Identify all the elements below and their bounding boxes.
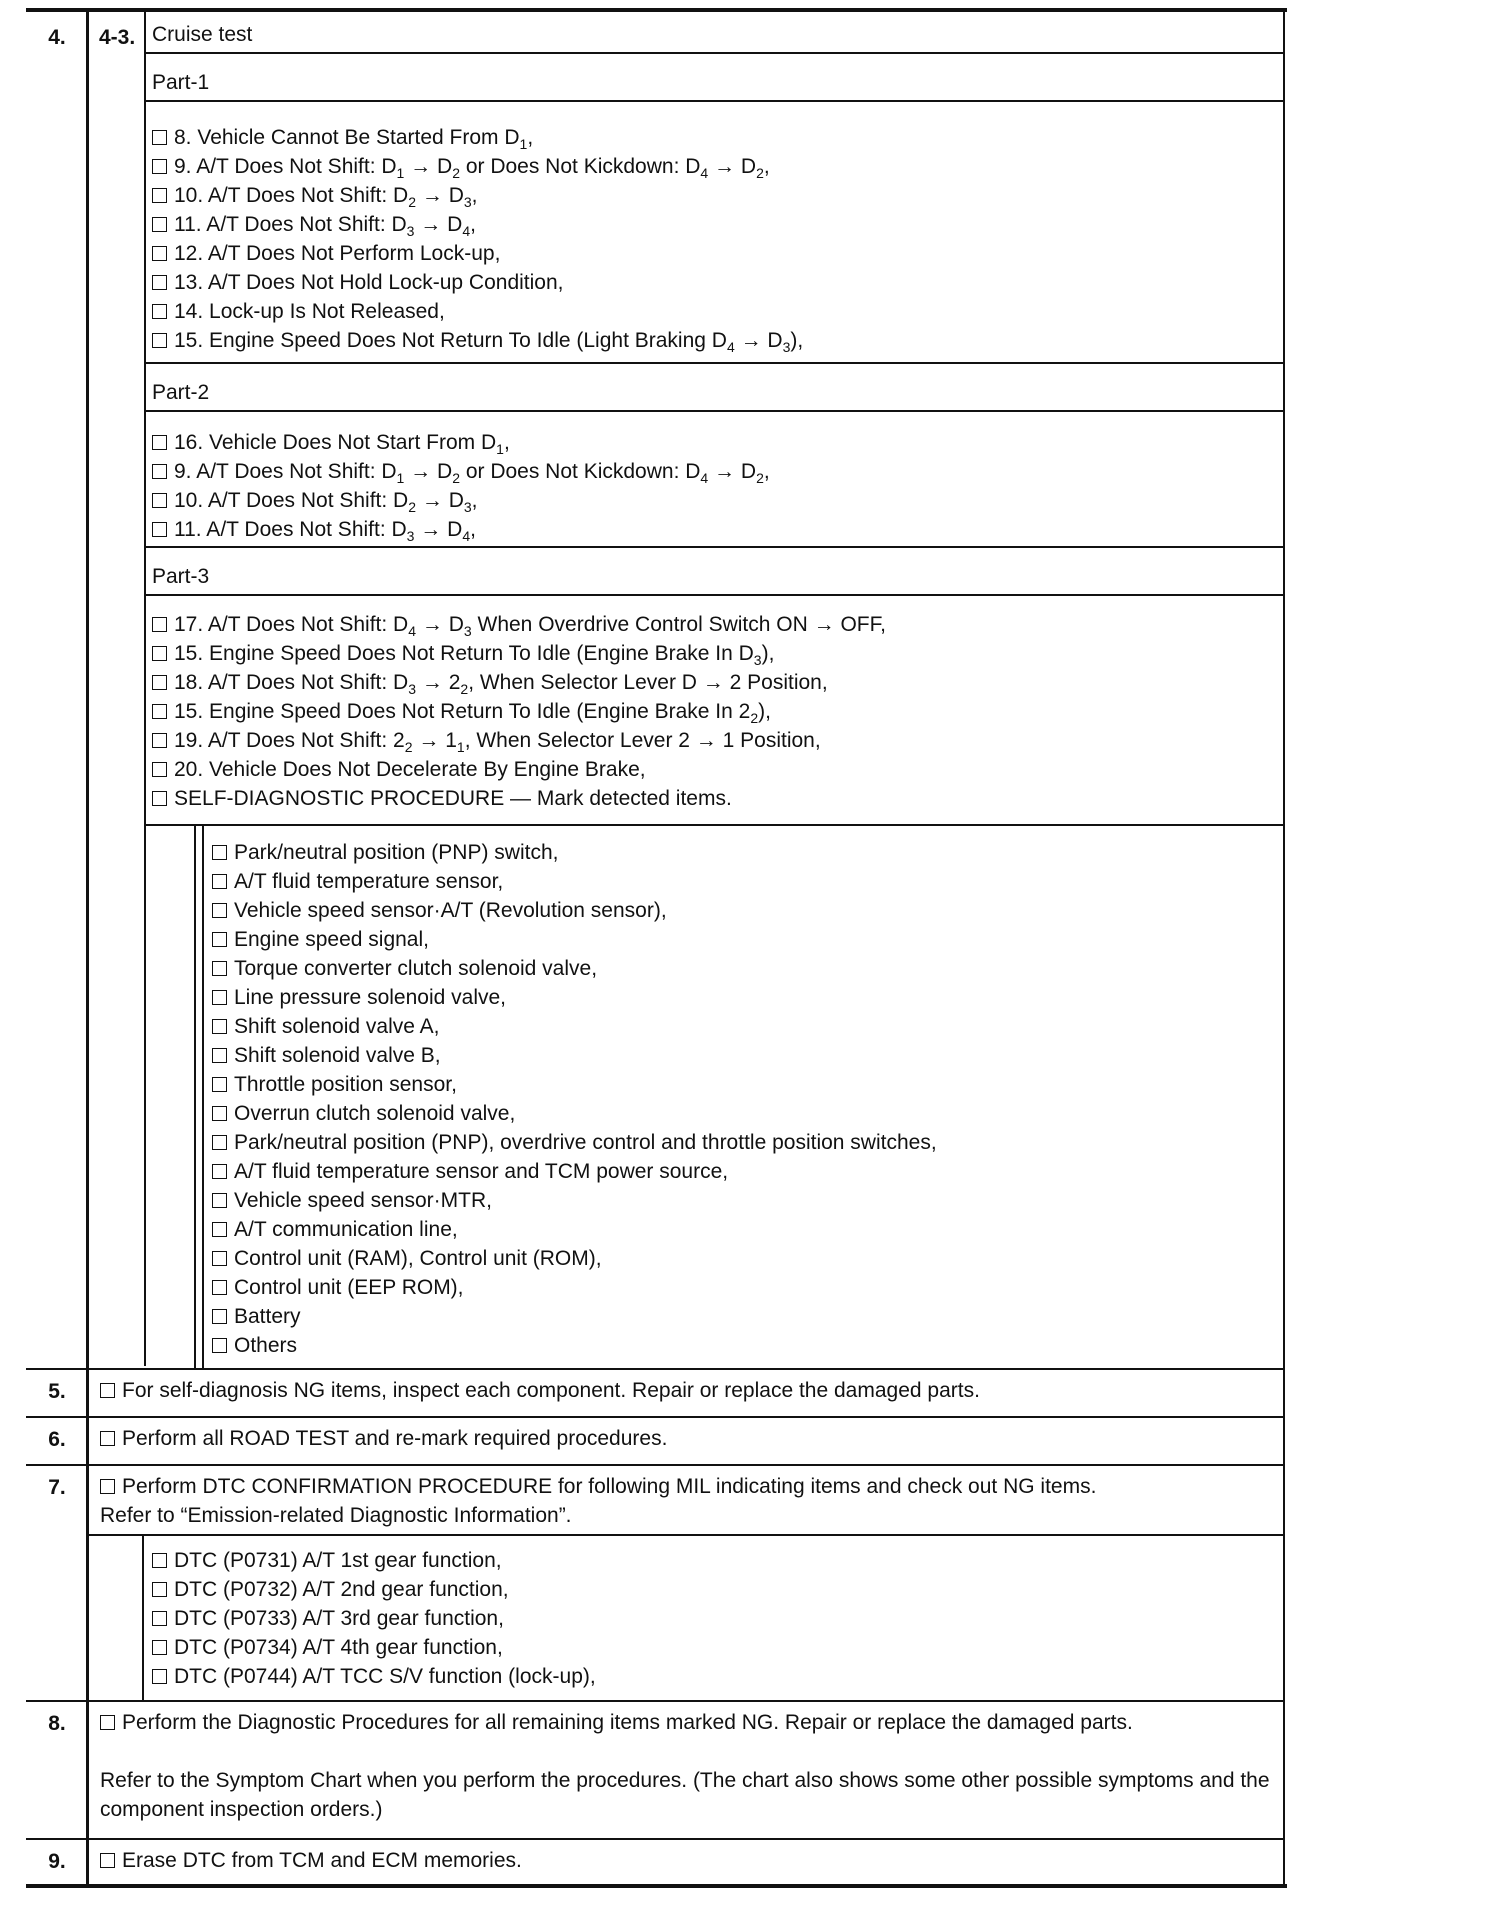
row-text-line2: Refer to “Emission-related Diagnostic Information”. <box>100 1504 572 1527</box>
checklist-item-text: A/T fluid temperature sensor, <box>234 870 504 893</box>
checklist-item-text: 15. Engine Speed Does Not Return To Idle (Engine Brake In $D_3$), <box>174 642 775 669</box>
row-number: 6. <box>48 1428 66 1451</box>
rule <box>144 410 1285 412</box>
checkbox[interactable] <box>152 464 167 479</box>
checkbox[interactable] <box>212 1222 227 1237</box>
sub-column-divider <box>144 52 146 1366</box>
checkbox[interactable] <box>212 961 227 976</box>
dtc-checklist <box>152 1546 596 1691</box>
row-text <box>100 1846 522 1875</box>
checklist-item-text: Others <box>234 1334 298 1357</box>
checkbox[interactable] <box>212 903 227 918</box>
checklist-item-text: DTC (P0744) A/T TCC S/V function (lock-up), <box>174 1665 596 1688</box>
checkbox[interactable] <box>212 1193 227 1208</box>
checkbox[interactable] <box>152 246 167 261</box>
rule <box>26 1838 1285 1840</box>
checkbox[interactable] <box>152 217 167 232</box>
self-diag-item <box>212 1012 937 1041</box>
symptom-item <box>152 152 803 181</box>
checkbox[interactable] <box>152 1553 167 1568</box>
checklist-item-text: Battery <box>234 1305 301 1328</box>
checkbox[interactable] <box>212 1135 227 1150</box>
symptom-item <box>152 515 770 544</box>
checklist-item-text: 19. A/T Does Not Shift: $2_2 \to 1_1$, When Selector Lever 2 → 1 Position, <box>174 729 821 756</box>
checkbox[interactable] <box>152 435 167 450</box>
symptom-item <box>152 181 803 210</box>
checklist-item-text: Engine speed signal, <box>234 928 429 951</box>
self-diag-item <box>212 1157 937 1186</box>
row-number: 4. <box>48 26 66 49</box>
checkbox[interactable] <box>152 675 167 690</box>
checklist-item-text: DTC (P0731) A/T 1st gear function, <box>174 1549 502 1572</box>
rule <box>26 1416 1285 1418</box>
symptom-item <box>152 297 803 326</box>
checkbox[interactable] <box>152 1611 167 1626</box>
self-diag-inner-divider <box>202 824 204 1368</box>
checklist-item-text: 10. A/T Does Not Shift: $D_2 \to D_3$, <box>174 489 478 516</box>
checkbox[interactable] <box>212 1338 227 1353</box>
checklist-item-text: 20. Vehicle Does Not Decelerate By Engine Brake, <box>174 758 646 781</box>
checklist-item-text: 14. Lock-up Is Not Released, <box>174 300 445 323</box>
checklist-item-text: DTC (P0733) A/T 3rd gear function, <box>174 1607 504 1630</box>
checkbox[interactable] <box>212 1019 227 1034</box>
row-text <box>100 1708 1270 1737</box>
dtc-item <box>152 1575 596 1604</box>
checkbox[interactable] <box>100 1715 115 1730</box>
checklist-item-text: Torque converter clutch solenoid valve, <box>234 957 598 980</box>
checkbox[interactable] <box>100 1853 115 1868</box>
self-diag-item <box>212 1099 937 1128</box>
sub-step-number: 4-3. <box>99 26 136 49</box>
sub-label-divider <box>144 12 146 52</box>
row-text-value: Perform the Diagnostic Procedures for all remaining items marked NG. Repair or replace the damaged parts. <box>122 1711 1133 1734</box>
symptom-item <box>152 428 770 457</box>
part-label: Part-2 <box>152 381 210 404</box>
part2-checklist <box>152 428 770 544</box>
symptom-item <box>152 668 886 697</box>
checkbox[interactable] <box>152 188 167 203</box>
self-diag-item <box>212 1041 937 1070</box>
checkbox[interactable] <box>212 1048 227 1063</box>
symptom-item <box>152 697 886 726</box>
checkbox[interactable] <box>152 493 167 508</box>
checkbox[interactable] <box>212 1077 227 1092</box>
checklist-item-text: 8. Vehicle Cannot Be Started From $D_1$, <box>174 126 534 153</box>
dtc-item <box>152 1662 596 1691</box>
rule <box>144 362 1285 364</box>
rule <box>144 100 1285 102</box>
checkbox[interactable] <box>212 1251 227 1266</box>
number-column-divider <box>86 12 89 1886</box>
checklist-item-text: 11. A/T Does Not Shift: $D_3 \to D_4$, <box>174 213 476 240</box>
row-text-value: Perform DTC CONFIRMATION PROCEDURE for following MIL indicating items and check out NG items. <box>122 1475 1097 1498</box>
self-diag-item <box>212 1244 937 1273</box>
row-text <box>100 1472 1096 1501</box>
checklist-item-text: Line pressure solenoid valve, <box>234 986 506 1009</box>
checkbox[interactable] <box>100 1479 115 1494</box>
checkbox[interactable] <box>152 159 167 174</box>
checklist-item-text: A/T fluid temperature sensor and TCM power source, <box>234 1160 729 1183</box>
part1-checklist <box>152 123 803 355</box>
procedure-table <box>26 8 1287 1888</box>
checkbox[interactable] <box>152 617 167 632</box>
rule <box>26 1368 1285 1370</box>
symptom-item <box>152 486 770 515</box>
self-diag-item <box>212 1331 937 1360</box>
checklist-item-text: Shift solenoid valve A, <box>234 1015 440 1038</box>
symptom-item <box>152 726 886 755</box>
symptom-item <box>152 326 803 355</box>
self-diag-item <box>212 896 937 925</box>
symptom-item <box>152 639 886 668</box>
checkbox[interactable] <box>152 304 167 319</box>
checklist-item-text: 15. Engine Speed Does Not Return To Idle (Engine Brake In $2_2$), <box>174 700 771 727</box>
dtc-item <box>152 1546 596 1575</box>
row-number: 7. <box>48 1476 66 1499</box>
checkbox[interactable] <box>212 1280 227 1295</box>
row-number: 9. <box>48 1850 66 1873</box>
self-diag-item <box>212 925 937 954</box>
checklist-item-text: DTC (P0734) A/T 4th gear function, <box>174 1636 503 1659</box>
checkbox[interactable] <box>212 845 227 860</box>
checklist-item-text: 9. A/T Does Not Shift: $D_1 \to D_2$ or Does Not Kickdown: $D_4 \to D_2$, <box>174 155 770 182</box>
checklist-item-text: 16. Vehicle Does Not Start From $D_1$, <box>174 431 510 458</box>
right-border <box>1283 12 1285 1886</box>
self-diag-item <box>212 983 937 1012</box>
dtc-item <box>152 1633 596 1662</box>
checklist-item-text: 13. A/T Does Not Hold Lock-up Condition, <box>174 271 564 294</box>
row-text <box>100 1376 980 1405</box>
symptom-item <box>152 268 803 297</box>
checklist-item-text: Park/neutral position (PNP) switch, <box>234 841 559 864</box>
checklist-item-text: Throttle position sensor, <box>234 1073 457 1096</box>
checklist-item-text: Control unit (EEP ROM), <box>234 1276 464 1299</box>
rule <box>26 1700 1285 1702</box>
row-text-value: Perform all ROAD TEST and re-mark required procedures. <box>122 1427 668 1450</box>
checkbox[interactable] <box>100 1431 115 1446</box>
self-diag-item <box>212 1186 937 1215</box>
checklist-item-text: 12. A/T Does Not Perform Lock-up, <box>174 242 501 265</box>
self-diag-item <box>212 1215 937 1244</box>
checklist-item-text: Vehicle speed sensor·MTR, <box>234 1189 492 1212</box>
self-diag-item <box>212 867 937 896</box>
rule <box>144 824 1285 826</box>
checkbox[interactable] <box>212 932 227 947</box>
rule <box>144 52 1285 54</box>
symptom-item <box>152 123 803 152</box>
dtc-divider <box>142 1534 144 1700</box>
checkbox[interactable] <box>212 1309 227 1324</box>
part-label: Part-1 <box>152 71 210 94</box>
self-diag-item <box>212 954 937 983</box>
section-title: Cruise test <box>152 23 253 46</box>
symptom-item <box>152 210 803 239</box>
checkbox[interactable] <box>152 1669 167 1684</box>
checkbox[interactable] <box>152 1640 167 1655</box>
checkbox[interactable] <box>152 704 167 719</box>
checkbox[interactable] <box>152 762 167 777</box>
self-diag-left-divider <box>194 824 196 1368</box>
dtc-item <box>152 1604 596 1633</box>
checklist-item-text: Shift solenoid valve B, <box>234 1044 441 1067</box>
checkbox[interactable] <box>152 522 167 537</box>
self-diag-item <box>212 1128 937 1157</box>
symptom-item <box>152 784 886 813</box>
checklist-item-text: Control unit (RAM), Control unit (ROM), <box>234 1247 602 1270</box>
checkbox[interactable] <box>152 1582 167 1597</box>
checklist-item-text: 9. A/T Does Not Shift: $D_1 \to D_2$ or Does Not Kickdown: $D_4 \to D_2$, <box>174 460 770 487</box>
checklist-item-text: A/T communication line, <box>234 1218 458 1241</box>
checkbox[interactable] <box>100 1383 115 1398</box>
checkbox[interactable] <box>212 990 227 1005</box>
checklist-item-text: 18. A/T Does Not Shift: $D_3 \to 2_2$, When Selector Lever D → 2 Position, <box>174 671 828 698</box>
self-diag-item <box>212 1070 937 1099</box>
row-text-line2: Refer to the Symptom Chart when you perform the procedures. (The chart also shows some other possible symptoms and the component inspection orders.) <box>100 1769 1270 1821</box>
checklist-item-text: 17. A/T Does Not Shift: $D_4 \to D_3$ When Overdrive Control Switch ON → OFF, <box>174 613 886 640</box>
checkbox[interactable] <box>152 791 167 806</box>
checklist-item-text: Overrun clutch solenoid valve, <box>234 1102 516 1125</box>
symptom-item <box>152 457 770 486</box>
symptom-item <box>152 239 803 268</box>
rule <box>88 1534 1285 1536</box>
row-text-value: Erase DTC from TCM and ECM memories. <box>122 1849 522 1872</box>
part3-checklist <box>152 610 886 813</box>
checkbox[interactable] <box>212 1164 227 1179</box>
row-text <box>100 1424 667 1453</box>
symptom-item <box>152 610 886 639</box>
checkbox[interactable] <box>152 733 167 748</box>
checkbox[interactable] <box>152 130 167 145</box>
checkbox[interactable] <box>152 333 167 348</box>
checkbox[interactable] <box>212 874 227 889</box>
rule <box>144 546 1285 548</box>
checkbox[interactable] <box>152 646 167 661</box>
checkbox[interactable] <box>152 275 167 290</box>
checklist-item-text: Vehicle speed sensor·A/T (Revolution sensor), <box>234 899 667 922</box>
part-label: Part-3 <box>152 565 210 588</box>
checklist-item-text: 10. A/T Does Not Shift: $D_2 \to D_3$, <box>174 184 478 211</box>
checkbox[interactable] <box>212 1106 227 1121</box>
rule <box>26 1464 1285 1466</box>
self-diagnostic-checklist <box>212 838 937 1360</box>
self-diag-item <box>212 1273 937 1302</box>
row-text-value: For self-diagnosis NG items, inspect each component. Repair or replace the damaged parts. <box>122 1379 980 1402</box>
checklist-item-text: Park/neutral position (PNP), overdrive control and throttle position switches, <box>234 1131 937 1154</box>
checklist-item-text: DTC (P0732) A/T 2nd gear function, <box>174 1578 509 1601</box>
rule <box>144 594 1285 596</box>
symptom-item <box>152 755 886 784</box>
self-diag-item <box>212 838 937 867</box>
checklist-item-text: SELF-DIAGNOSTIC PROCEDURE — Mark detected items. <box>174 787 732 810</box>
checklist-item-text: 11. A/T Does Not Shift: $D_3 \to D_4$, <box>174 518 476 545</box>
checklist-item-text: 15. Engine Speed Does Not Return To Idle (Light Braking $D_4 \to D_3$), <box>174 329 804 356</box>
self-diag-item <box>212 1302 937 1331</box>
row-number: 5. <box>48 1380 66 1403</box>
row-number: 8. <box>48 1712 66 1735</box>
